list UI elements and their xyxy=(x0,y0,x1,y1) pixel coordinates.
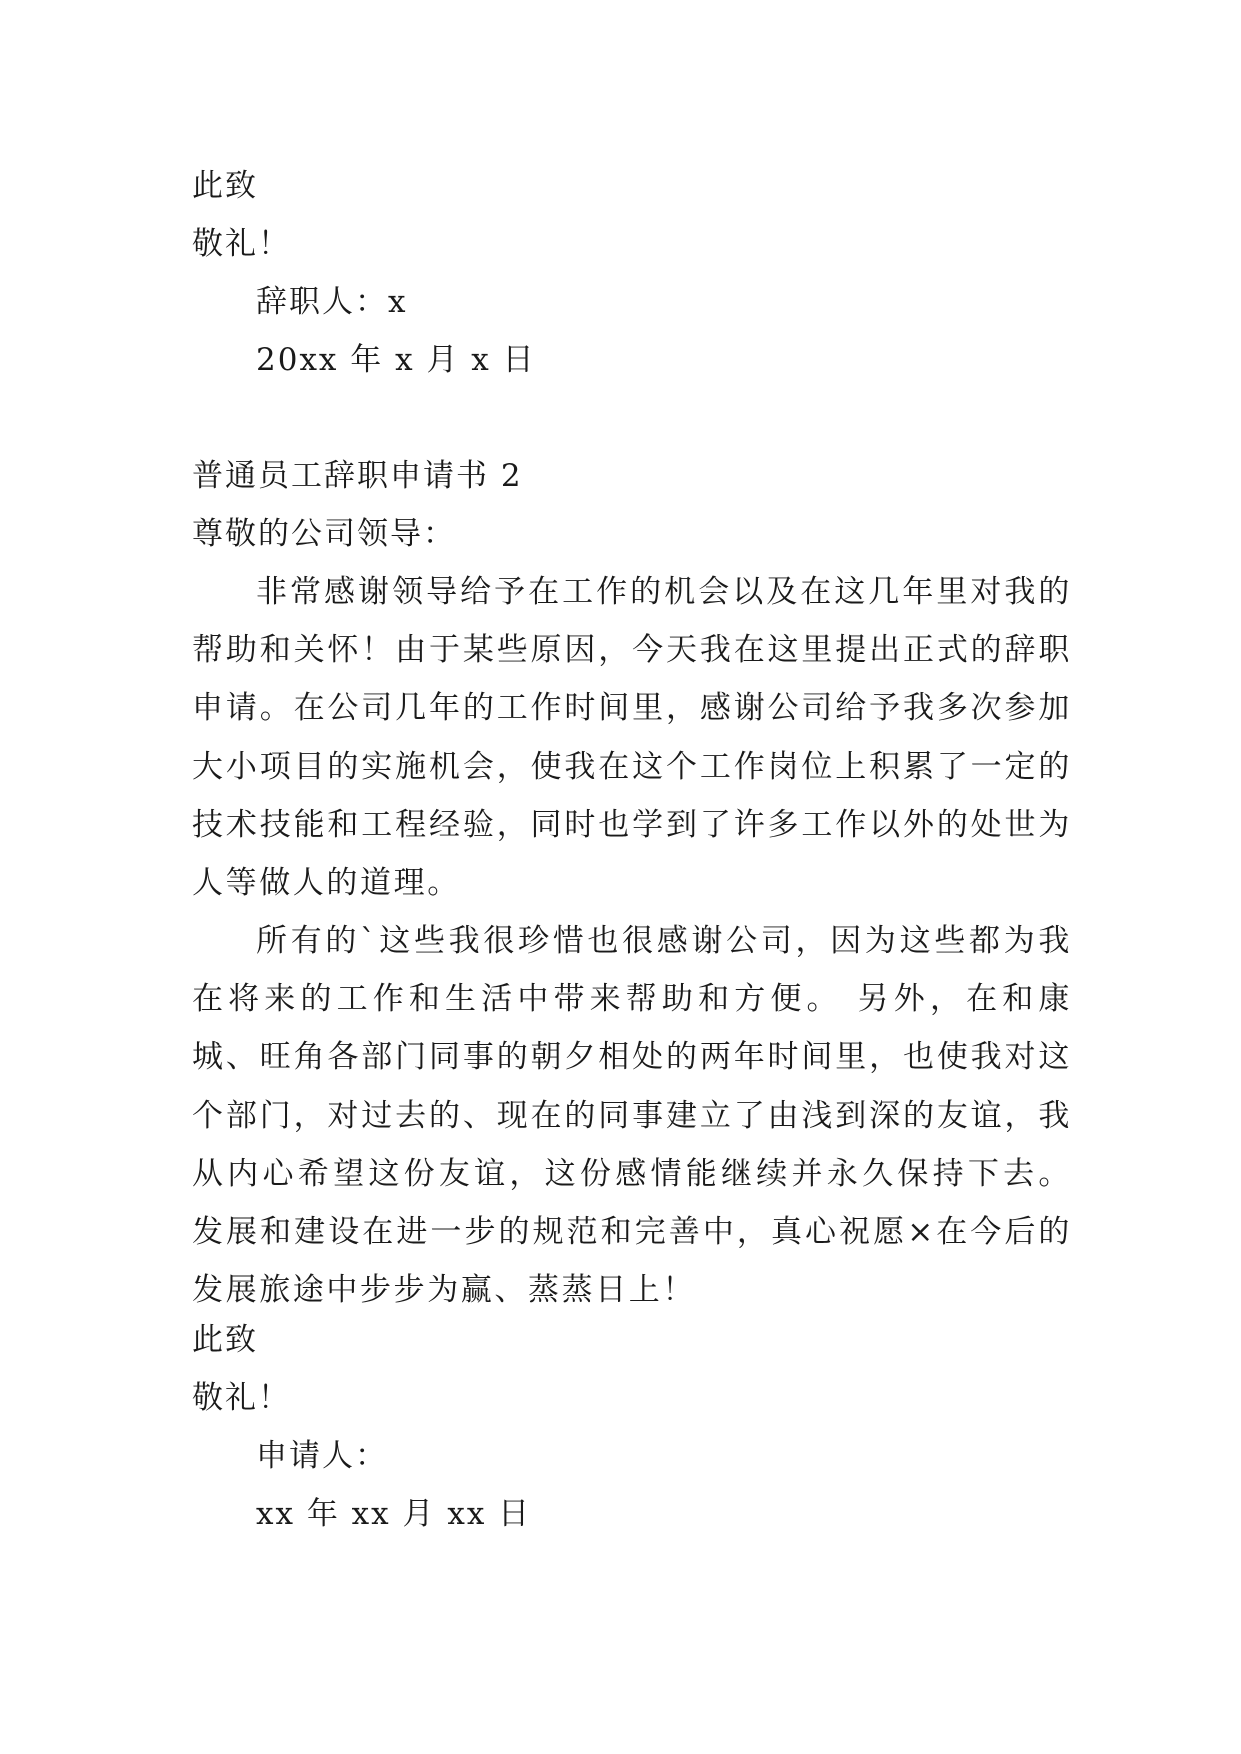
letter1-date: 20xx 年 x 月 x 日 xyxy=(256,342,536,378)
letter2-paragraph-2: 所有的`这些我很珍惜也很感谢公司，因为这些都为我在将来的工作和生活中带来帮助和方便。 另外，在和康城、旺角各部门同事的朝夕相处的两年时间里，也使我对这个部门，对过去的、现在的同事建立了由浅到深的友谊，我从内心希望这份友谊，这份感情能继续并永久保持下去。 发展和建设在进一步的规范和完善中，真心祝愿×在今后的发展旅途中步步为赢、蒸蒸日上！ xyxy=(192,923,1072,1309)
letter2-closing-line1: 此致 xyxy=(192,1322,258,1358)
letter1-signer: 辞职人：x xyxy=(256,284,408,320)
letter2-salutation: 尊敬的公司领导： xyxy=(192,516,456,552)
letter2-date: xx 年 xx 月 xx 日 xyxy=(256,1496,532,1532)
letter1-closing-line1: 此致 xyxy=(192,168,258,204)
letter2-title: 普通员工辞职申请书 2 xyxy=(192,458,523,494)
letter2-paragraph-1: 非常感谢领导给予在工作的机会以及在这几年里对我的帮助和关怀！由于某些原因，今天我在这里提出正式的辞职申请。在公司几年的工作时间里，感谢公司给予我多次参加大小项目的实施机会，使我在这个工作岗位上积累了一定的技术技能和工程经验，同时也学到了许多工作以外的处世为人等做人的道理。 xyxy=(192,574,1072,902)
letter1-closing-line2: 敬礼！ xyxy=(192,226,291,262)
letter2-closing-line2: 敬礼！ xyxy=(192,1380,291,1416)
letter2-signer: 申请人： xyxy=(256,1438,388,1474)
